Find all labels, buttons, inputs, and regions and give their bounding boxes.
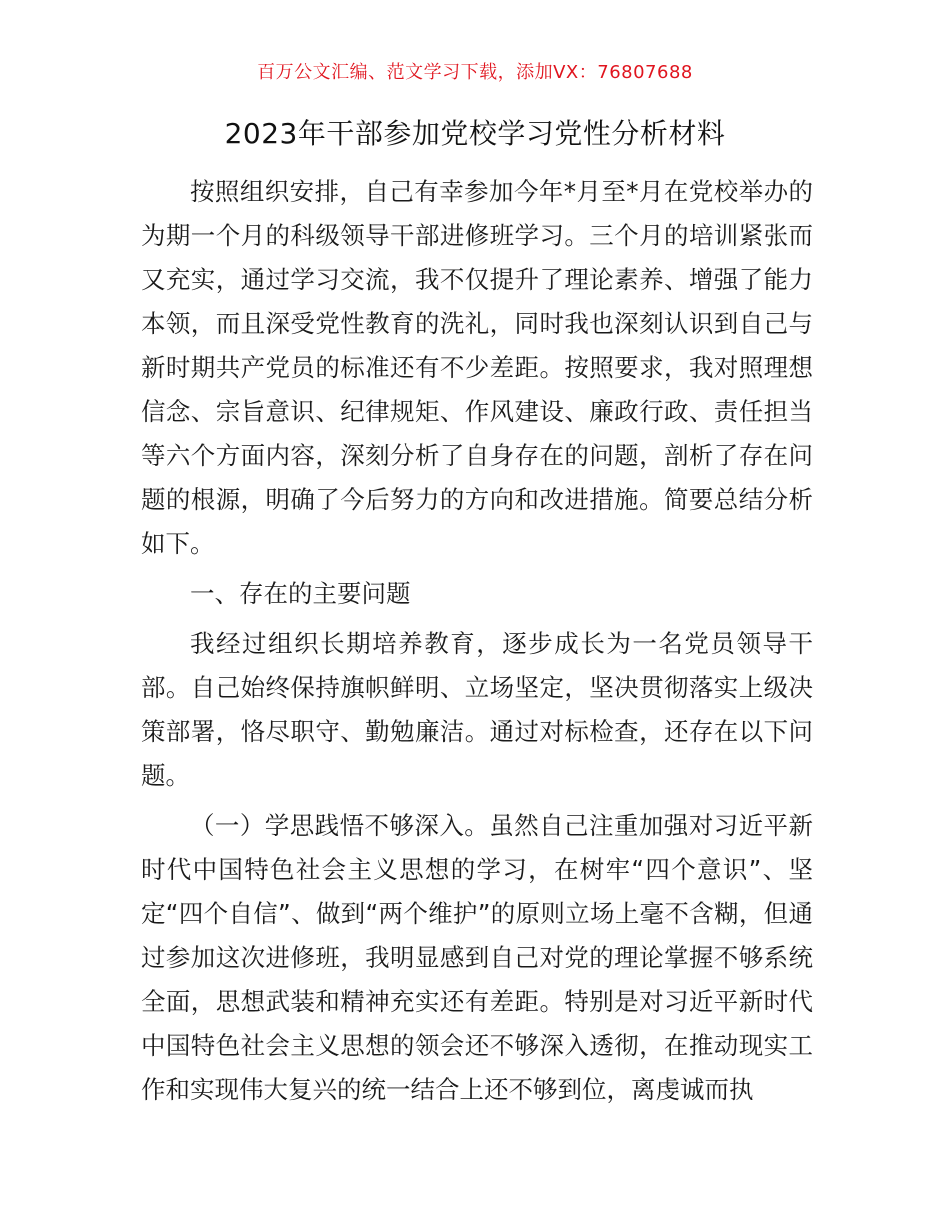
page-title: 2023年干部参加党校学习党性分析材料 — [224, 117, 726, 150]
document-body — [141, 170, 813, 1112]
problems-intro-paragraph: 我经过组织长期培养教育，逐步成长为一名党员领导干部。自己始终保持旗帜鲜明、立场坚定，坚决贯彻落实上级决策部署，恪尽职守、勤勉廉洁。通过对标检查，还存在以下问题。 — [141, 629, 813, 790]
point-one-paragraph: （一）学思践悟不够深入。虽然自己注重加强对习近平新时代中国特色社会主义思想的学习，在树牢“四个意识”、坚定“四个自信”、做到“两个维护”的原则立场上毫不含糊，但通过参加这次进修班，我明显感到自己对党的理论掌握不够系统全面，思想武装和精神充实还有差距。特别是对习近平新时代中国特色社会主义思想的领会还不够深入透彻，在推动现实工作和实现伟大复兴的统一结合上还不够到位，离虔诚而执 — [141, 811, 813, 1104]
intro-paragraph: 按照组织安排，自己有幸参加今年*月至*月在党校举办的为期一个月的科级领导干部进修班学习。三个月的培训紧张而又充实，通过学习交流，我不仅提升了理论素养、增强了能力本领，而且深受党性教育的洗礼，同时我也深刻认识到自己与新时期共产党员的标准还有不少差距。按照要求，我对照理想信念、宗旨意识、纪律规矩、作风建设、廉政行政、责任担当等六个方面内容，深刻分析了自身存在的问题，剖析了存在问题的根源，明确了今后努力的方向和改进措施。简要总结分析如下。 — [141, 177, 813, 558]
section-heading: 一、存在的主要问题 — [190, 579, 411, 608]
watermark-banner: 百万公文汇编、范文学习下载，添加VX：76807688 — [257, 62, 693, 83]
